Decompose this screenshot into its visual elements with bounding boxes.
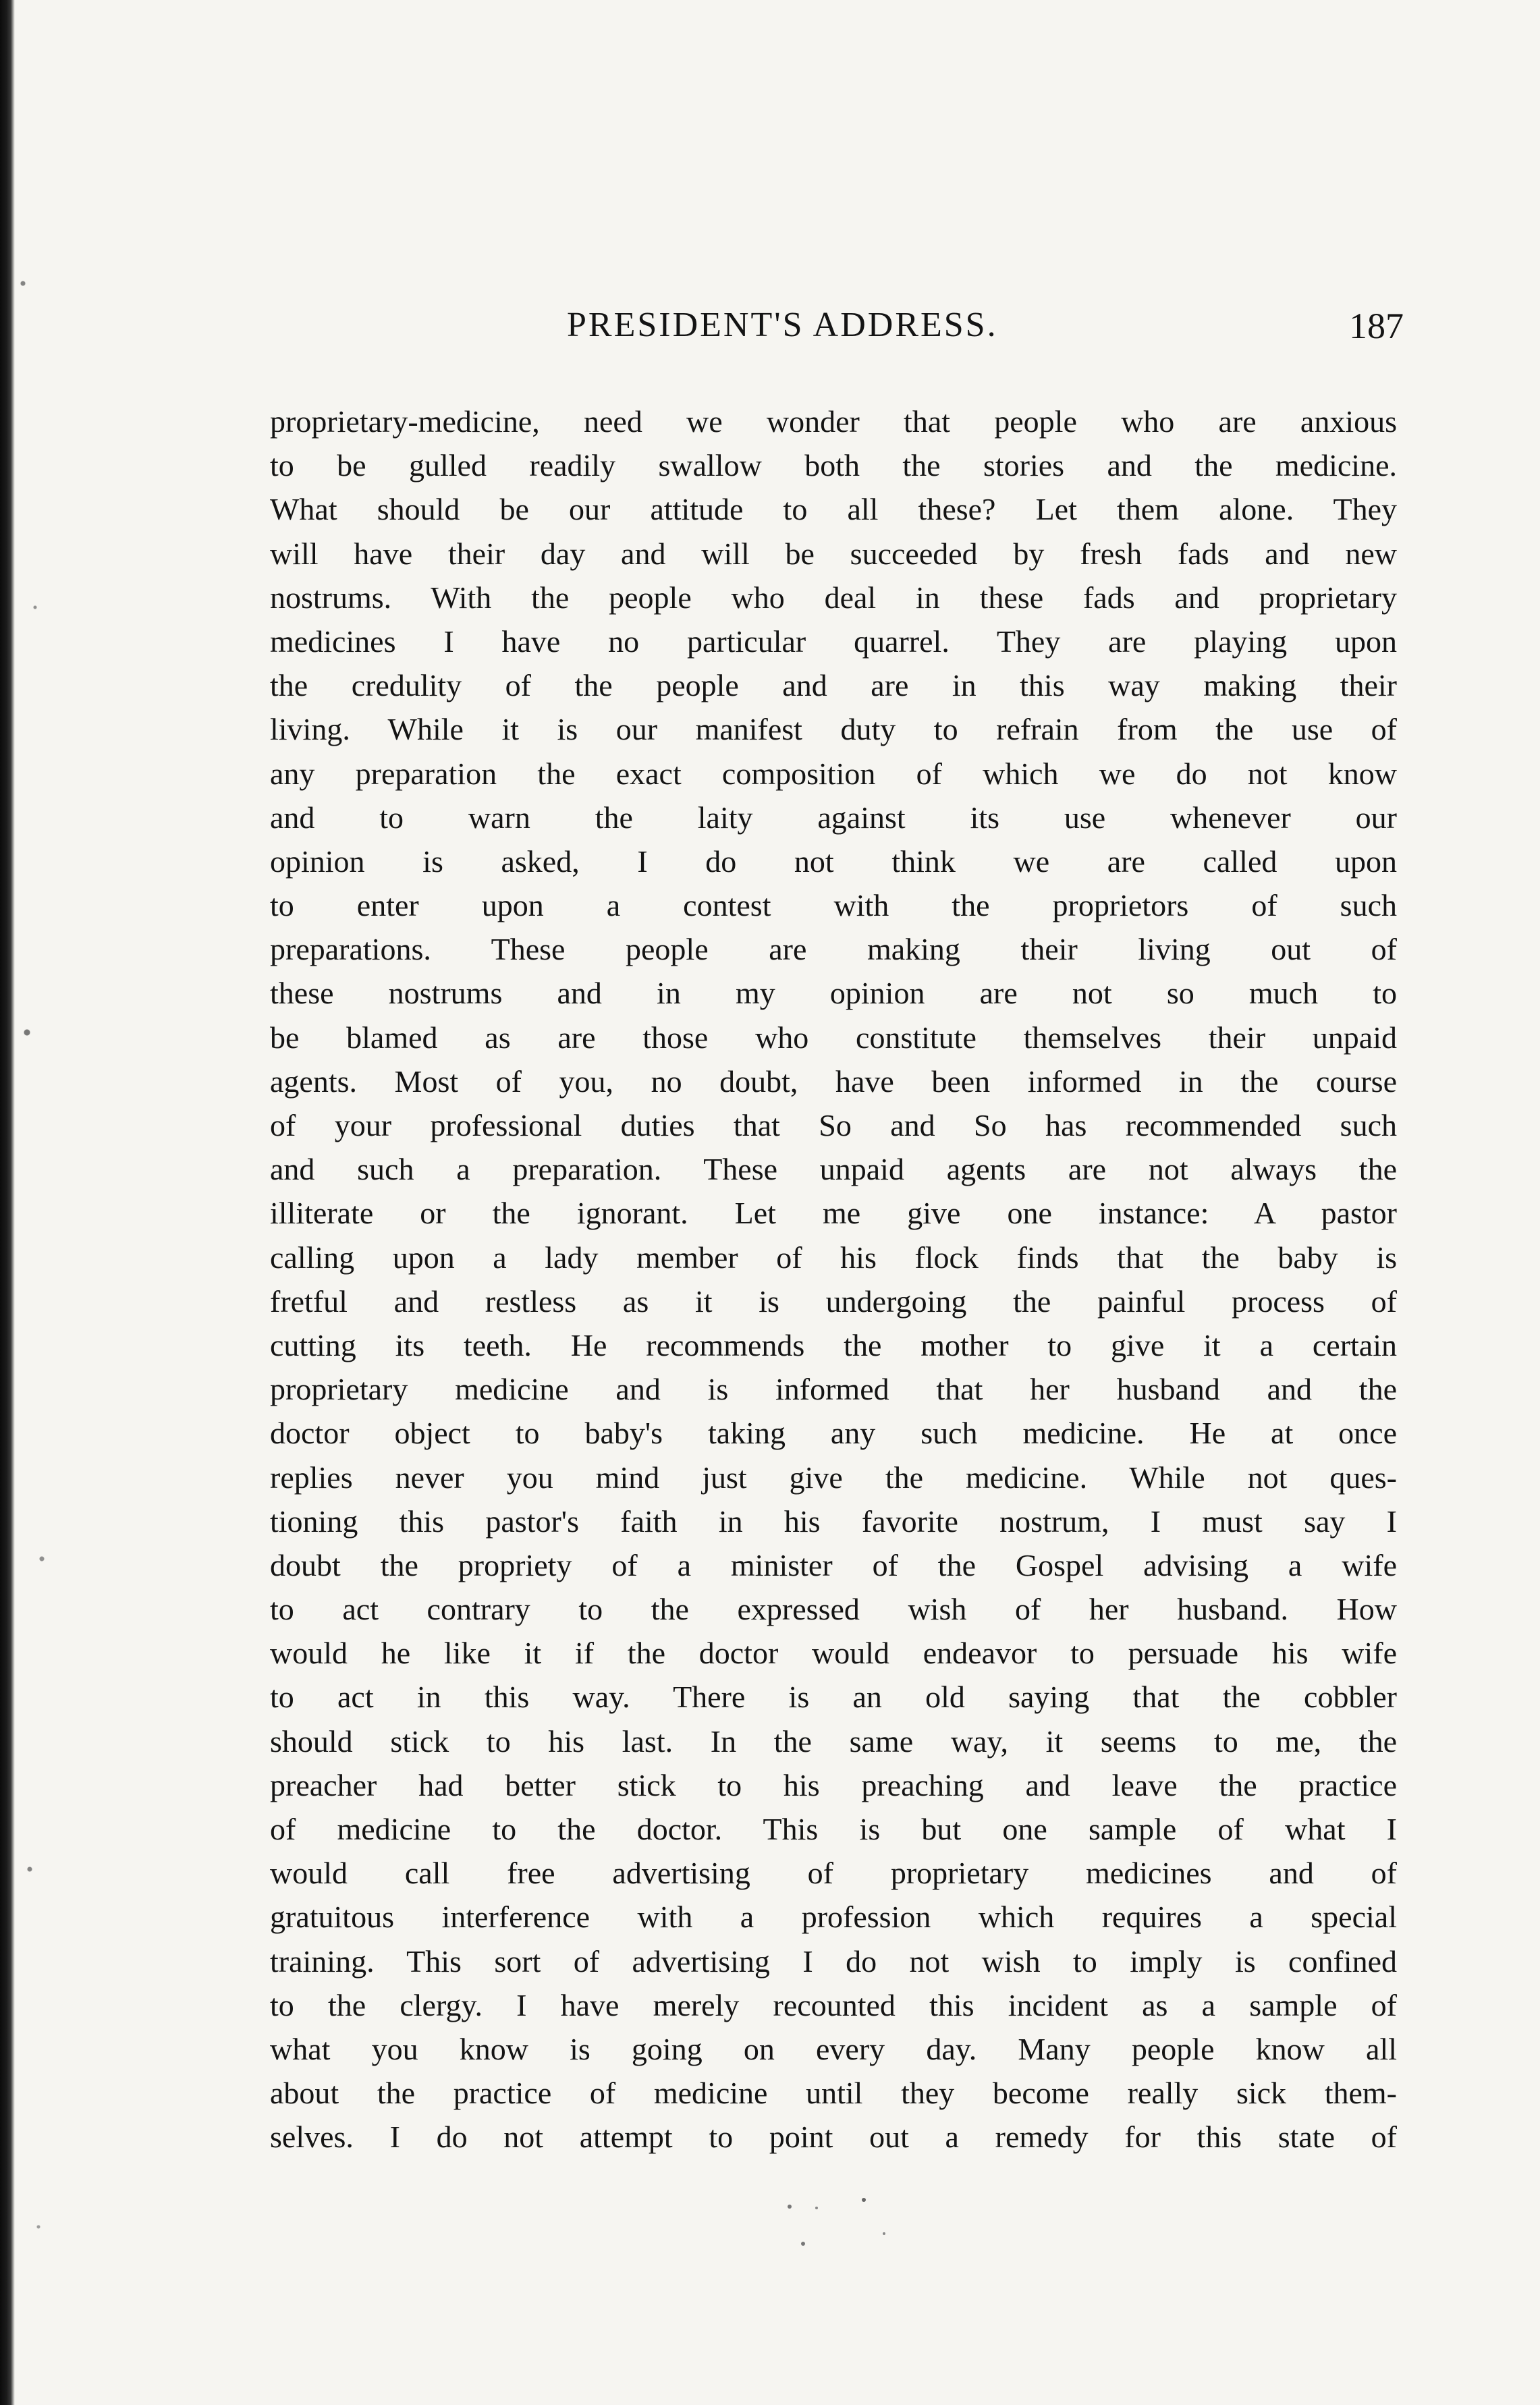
text-line: doctor object to baby's taking any such medicine. He at once [270,1416,1397,1451]
text-line: will have their day and will be succeeded by fresh fads and new [270,536,1397,571]
text-line: selves. I do not attempt to point out a remedy for this state of [270,2120,1397,2155]
text-line: and such a preparation. These unpaid agents are not always the [270,1152,1397,1187]
text-line: of your professional duties that So and So has recommended such [270,1108,1397,1142]
text-line: the credulity of the people and are in this way making their [270,668,1397,703]
text-line: doubt the propriety of a minister of the Gospel advising a wife [270,1547,1397,1582]
text-line: to be gulled readily swallow both the stories and the medicine. [270,448,1397,483]
page-number: 187 [1349,306,1404,346]
body-text [270,399,1397,2159]
text-line: preacher had better stick to his preaching and leave the practice [270,1767,1397,1802]
text-line: would he like it if the doctor would endeavor to persuade his wife [270,1636,1397,1671]
text-line: tioning this pastor's faith in his favorite nostrum, I must say I [270,1503,1397,1539]
text-line: fretful and restless as it is undergoing the painful process of [270,1283,1397,1319]
text-line: would call free advertising of proprietary medicines and of [270,1856,1397,1891]
text-line: illiterate or the ignorant. Let me give one instance: A pastor [270,1196,1397,1231]
running-head [270,305,1410,359]
text-line: preparations. These people are making their living out of [270,932,1397,967]
text-line: living. While it is our manifest duty to refrain from the use of [270,712,1397,747]
text-line: to the clergy. I have merely recounted this incident as a sample of [270,1987,1397,2022]
text-line: calling upon a lady member of his flock finds that the baby is [270,1240,1397,1275]
running-title: PRESIDENT'S ADDRESS. [567,306,998,344]
text-line: of medicine to the doctor. This is but one sample of what I [270,1812,1397,1846]
text-line: should stick to his last. In the same way, it seems to me, the [270,1723,1397,1759]
text-line: training. This sort of advertising I do not wish to imply is confined [270,1943,1397,1979]
text-line: proprietary-medicine, need we wonder that people who are anxious [270,404,1397,439]
text-line: to enter upon a contest with the proprietors of such [270,888,1397,923]
text-line: gratuitous interference with a profession which requires a special [270,1900,1397,1935]
bottom-specks-icon [776,2193,938,2274]
text-line: cutting its teeth. He recommends the mother to give it a certain [270,1327,1397,1362]
text-line: proprietary medicine and is informed that her husband and the [270,1372,1397,1407]
text-line: agents. Most of you, no doubt, have been informed in the course [270,1063,1397,1099]
text-line: any preparation the exact composition of which we do not know [270,756,1397,791]
text-line: What should be our attitude to all these? Let them alone. They [270,492,1397,527]
text-line: and to warn the laity against its use whenever our [270,800,1397,835]
text-line: opinion is asked, I do not think we are called upon [270,844,1397,879]
text-line: replies never you mind just give the medicine. While not ques- [270,1460,1397,1495]
text-line: what you know is going on every day. Many people know all [270,2031,1397,2066]
text-line: to act contrary to the expressed wish of her husband. How [270,1592,1397,1627]
text-line: medicines I have no particular quarrel. They are playing upon [270,624,1397,659]
text-line: these nostrums and in my opinion are not so much to [270,976,1397,1011]
text-line: about the practice of medicine until they become really sick them- [270,2076,1397,2111]
binding-specks [15,0,55,2405]
bottom-specks [776,2193,938,2280]
text-line: be blamed as are those who constitute themselves their unpaid [270,1020,1397,1055]
page-binding-edge [0,0,15,2405]
text-line: nostrums. With the people who deal in these fads and proprietary [270,580,1397,615]
text-line: to act in this way. There is an old saying that the cobbler [270,1680,1397,1715]
